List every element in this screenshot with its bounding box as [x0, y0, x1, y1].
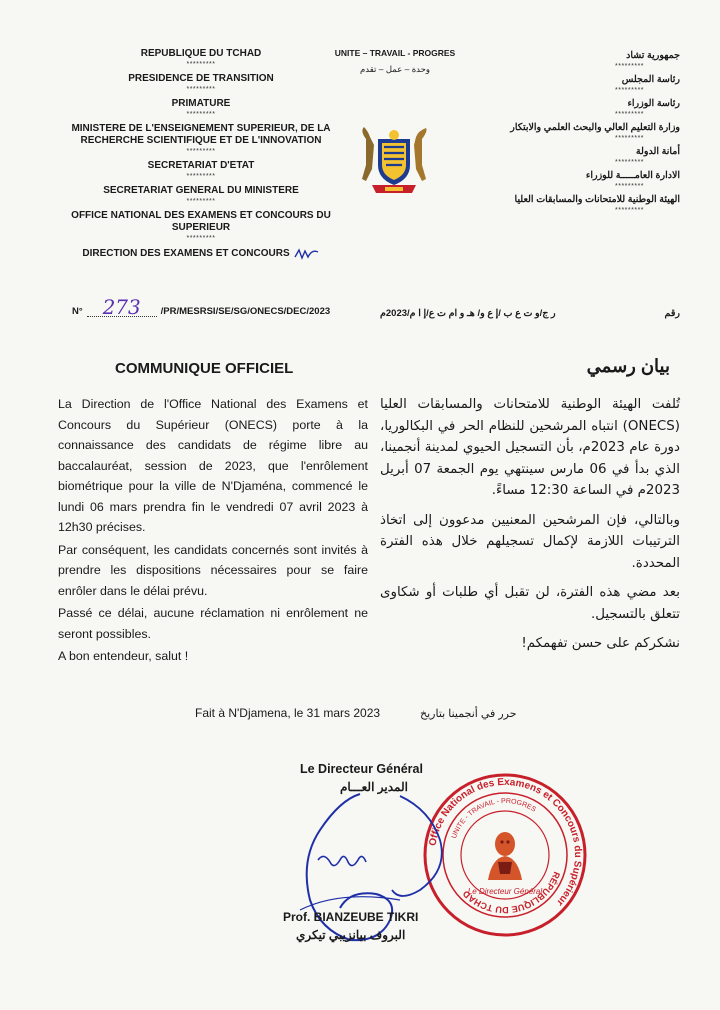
ministers-ar: رئاسة الوزراء [627, 98, 680, 109]
general-admin-ar: الادارة العامـــــة للوزراء [585, 170, 680, 181]
stamp-inner-text: Le Directeur Général [467, 887, 543, 896]
republic-fr: REPUBLIQUE DU TCHAD [140, 48, 262, 59]
stars-separator: ********* [186, 235, 216, 242]
stamp-motto-text: UNITE - TRAVAIL - PROGRES [450, 797, 537, 840]
letterhead-right [465, 50, 680, 215]
body-fr [58, 394, 368, 667]
paragraph-fr-4: A bon entendeur, salut ! [58, 649, 189, 663]
reference-ar-label: رقم [664, 308, 680, 319]
stamp-ring-text: Office National des Examens et Concours du Supérieur [427, 776, 584, 908]
secretariat-etat: SECRETARIAT D'ETAT [147, 160, 255, 171]
office-ar: الهيئة الوطنية للامتحانات والمسابقات العليا [514, 194, 680, 205]
reference-number: 273 [87, 298, 157, 317]
motto-fr: UNITE – TRAVAIL - PROGRES [334, 48, 456, 58]
letterhead-left [56, 48, 346, 261]
done-at-ar: حرر في أنجمينا بتاريخ [420, 708, 517, 720]
reference-ar-code: ر ج/و ت ع ب /إ ع و/ هـ و ام ت ع/إ ا م/2023م [380, 308, 556, 319]
signatory-title-fr: Le Directeur Général [300, 762, 423, 776]
reference-fr [72, 295, 331, 319]
ministry-fr: MINISTERE DE L'ENSEIGNEMENT SUPERIEUR, DE LA RECHERCHE SCIENTIFIQUE ET DE L'INNOVATION [71, 123, 331, 146]
stars-separator: ********* [186, 86, 216, 93]
signatory-title-ar: المدير العـــام [340, 780, 408, 794]
title-ar: بيان رسمي [586, 356, 670, 376]
stars-separator: ********* [615, 183, 645, 190]
stars-separator: ********* [615, 63, 645, 70]
motto-ar: وحدة – عمل – تقدم [360, 64, 430, 74]
stamp-republic-text: RÉPUBLIQUE DU TCHAD [460, 870, 562, 916]
paragraph-ar-4: نشكركم على حسن تفهمكم! [521, 636, 680, 651]
stars-separator: ********* [186, 173, 216, 180]
stars-separator: ********* [186, 61, 216, 68]
direction-line [56, 247, 346, 261]
presidence: PRESIDENCE DE TRANSITION [128, 73, 274, 84]
paragraph-fr-1: La Direction de l'Office National des Examens et Concours du Supérieur (ONECS) porte à la connaissance des candidats de régime libre au baccalauréat, session de 2023, que l'enrôlement biométrique pour la ville de N'Djaména, commencé le lundi 06 mars prendra fin le vendredi 07 avril 2023 à 12h30 précises. [58, 397, 368, 534]
body-ar [380, 394, 680, 655]
stars-separator: ********* [615, 135, 645, 142]
paragraph-fr-2: Par conséquent, les candidats concernés sont invités à prendre les dispositions nécessaires pour se faire enrôler dans le délai prévu. [58, 542, 368, 598]
stars-separator: ********* [186, 198, 216, 205]
stars-separator: ********* [615, 207, 645, 214]
reference-suffix: /PR/MESRSI/SE/SG/ONECS/DEC/2023 [160, 306, 331, 317]
stars-separator: ********* [186, 148, 216, 155]
signatory-name-fr: Prof. BIANZEUBE TIKRI [283, 910, 419, 924]
paragraph-ar-1: تُلفت الهيئة الوطنية للامتحانات والمسابقات العليا (ONECS) انتباه المرشحين للنظام الحر في البكالوريا، دورة عام 2023م، بأن التسجيل الحيوي لمدينة أنجمينا، الذي بدأ في 06 مارس سينتهي يوم الجمعة 07 أبريل 2023م في الساعة 12:30 مساءً. [380, 397, 680, 498]
stamp-figure-icon [488, 832, 522, 880]
republic-ar: جمهورية تشاد [626, 50, 680, 61]
signatory-name-ar: البروف بيانزيبي تيكري [296, 928, 406, 942]
direction-fr: DIRECTION DES EXAMENS ET CONCOURS [82, 248, 290, 259]
office-fr: OFFICE NATIONAL DES EXAMENS ET CONCOURS DU SUPERIEUR [71, 210, 331, 233]
paragraph-fr-3: Passé ce délai, aucune réclamation ni enrôlement ne seront possibles. [58, 606, 368, 641]
secretariat-general: SECRETARIAT GENERAL DU MINISTERE [103, 185, 299, 196]
stars-separator: ********* [186, 111, 216, 118]
coat-of-arms-emblem [352, 125, 436, 197]
official-stamp [420, 770, 590, 940]
state-secretariat-ar: أمانة الدولة [635, 146, 680, 157]
letterhead-center [320, 48, 470, 75]
reference-prefix: N° [72, 306, 83, 317]
done-at-fr: Fait à N'Djamena, le 31 mars 2023 [195, 706, 381, 720]
council-ar: رئاسة المجلس [621, 74, 680, 85]
title-fr: COMMUNIQUE OFFICIEL [115, 360, 294, 377]
paragraph-ar-2: وبالتالي، فإن المرشحين المعنيين مدعوون إلى اتخاذ الترتيبات اللازمة لإكمال تسجيلهم خلال هذه الفترة المحددة. [380, 512, 680, 571]
initials-mark [294, 247, 320, 261]
stars-separator: ********* [615, 111, 645, 118]
reference-ar [380, 308, 680, 319]
primature: PRIMATURE [171, 98, 231, 109]
stars-separator: ********* [615, 87, 645, 94]
paragraph-ar-3: بعد مضي هذه الفترة، لن تقبل أي طلبات أو شكاوى تتعلق بالتسجيل. [380, 585, 680, 622]
stars-separator: ********* [615, 159, 645, 166]
ministry-ar: وزارة التعليم العالي والبحث العلمي والابتكار [510, 122, 680, 133]
